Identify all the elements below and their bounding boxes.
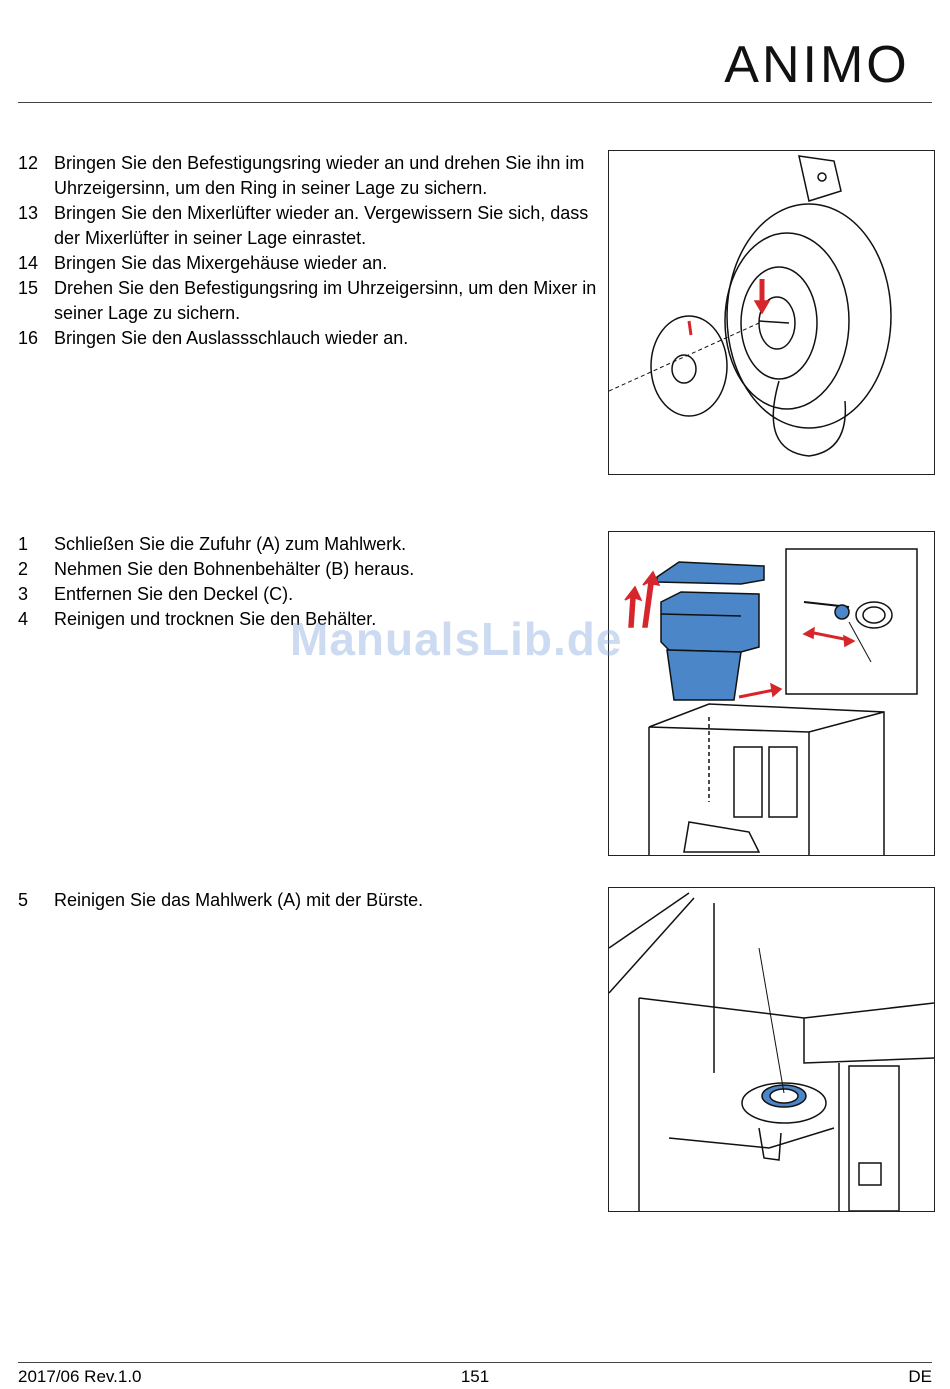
footer-revision: 2017/06 Rev.1.0 (18, 1367, 142, 1386)
footer-rule (18, 1362, 932, 1363)
step-14: 14 Bringen Sie das Mixergehäuse wieder an. (18, 253, 388, 273)
step-2: 2 Nehmen Sie den Bohnenbehälter (B) heraus. (18, 559, 415, 579)
step-3: 3 Entfernen Sie den Deckel (C). (18, 584, 294, 604)
step-12: 12 Bringen Sie den Befestigungsring wieder an und drehen Sie ihn im Uhrzeigersinn, um den Ring in seiner Lage zu sichern. (18, 153, 585, 198)
figure-grinder (608, 887, 935, 1212)
step-15: 15 Drehen Sie den Befestigungsring im Uhrzeigersinn, um den Mixer in seiner Lage zu sichern. (18, 278, 597, 323)
header-rule (18, 102, 932, 103)
svg-text:ANIMO: ANIMO (724, 36, 910, 92)
watermark: ManualsLib.de (290, 613, 623, 665)
step-1: 1 Schließen Sie die Zufuhr (A) zum Mahlwerk. (18, 534, 407, 554)
steps-section-1 (18, 151, 603, 351)
footer-language: DE (908, 1367, 932, 1386)
step-4: 4 Reinigen und trocknen Sie den Behälter. (18, 609, 377, 629)
step-13: 13 Bringen Sie den Mixerlüfter wieder an. Vergewissern Sie sich, dass der Mixerlüfter in seiner Lage einrastet. (18, 203, 589, 248)
figure-mixer-assembly (608, 150, 935, 475)
animo-logo (702, 30, 932, 92)
step-16: 16 Bringen Sie den Auslassschlauch wieder an. (18, 328, 409, 348)
footer-page-number: 151 (460, 1367, 490, 1386)
step-5: 5 Reinigen Sie das Mahlwerk (A) mit der Bürste. (18, 890, 424, 910)
footer (18, 1367, 932, 1387)
steps-section-3 (18, 888, 603, 913)
figure-bean-container (608, 531, 935, 856)
